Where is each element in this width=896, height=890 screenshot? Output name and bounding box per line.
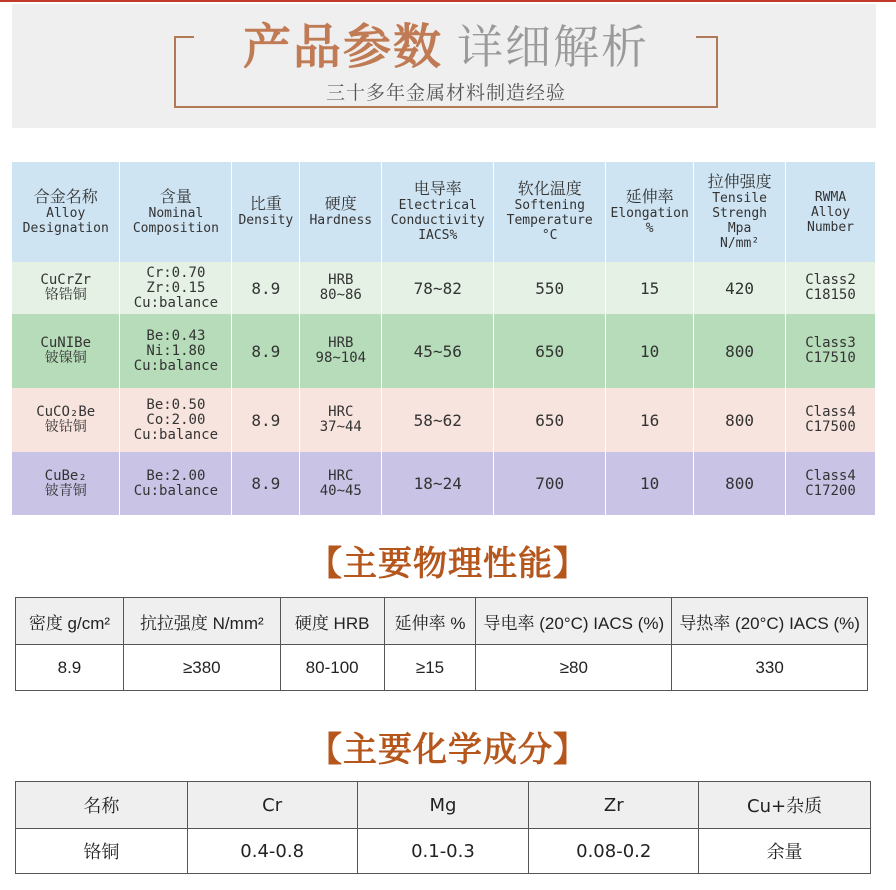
header-tensile: 拉伸强度 Tensile Strengh Mpa N/mm²	[694, 162, 786, 262]
name-header: 名称	[16, 782, 188, 829]
chemical-composition-table	[15, 781, 871, 874]
conductivity-cell: 18~24	[382, 452, 494, 515]
header-elongation: 延伸率 Elongation %	[606, 162, 694, 262]
elongation-value: ≥15	[384, 645, 476, 691]
header-alloy: 合金名称 Alloy Designation	[12, 162, 120, 262]
composition-cell: Be:2.00 Cu:balance	[120, 452, 232, 515]
elongation-cell: 10	[606, 452, 694, 515]
elongation-cell: 16	[606, 388, 694, 452]
density-cell: 8.9	[232, 314, 300, 388]
physical-header-row	[16, 598, 868, 645]
density-value: 8.9	[16, 645, 124, 691]
softening-cell: 550	[494, 262, 606, 314]
softening-cell: 650	[494, 314, 606, 388]
table-row	[12, 314, 876, 388]
header-density: 比重 Density	[232, 162, 300, 262]
composition-cell: Be:0.43 Ni:1.80 Cu:balance	[120, 314, 232, 388]
chemical-header-row	[16, 782, 871, 829]
header-rwma: RWMA Alloy Number	[786, 162, 876, 262]
table-row	[12, 388, 876, 452]
title-frame-corner-left	[174, 36, 194, 38]
physical-section-title: 【主要物理性能】	[308, 544, 588, 584]
hardness-header: 硬度 HRB	[280, 598, 384, 645]
density-header: 密度 g/cm²	[16, 598, 124, 645]
table-row	[12, 262, 876, 314]
softening-cell: 650	[494, 388, 606, 452]
alloy-spec-table	[12, 162, 876, 515]
hardness-value: 80-100	[280, 645, 384, 691]
rwma-cell: Class2 C18150	[786, 262, 876, 314]
mg-value: 0.1-0.3	[357, 829, 529, 874]
rwma-cell: Class4 C17200	[786, 452, 876, 515]
header-hardness: 硬度 Hardness	[300, 162, 382, 262]
header-composition: 含量 Nominal Composition	[120, 162, 232, 262]
name-value: 铬铜	[16, 829, 188, 874]
alloy-cell: CuCO₂Be 铍钴铜	[12, 388, 120, 452]
rwma-cell: Class3 C17510	[786, 314, 876, 388]
thermal-conductivity-header: 导热率 (20°C) IACS (%)	[672, 598, 868, 645]
tensile-cell: 420	[694, 262, 786, 314]
cr-value: 0.4-0.8	[187, 829, 357, 874]
page-title	[196, 8, 696, 75]
elongation-header: 延伸率 %	[384, 598, 476, 645]
page-title-main: 产品参数	[242, 19, 443, 75]
table-row	[12, 452, 876, 515]
chemical-section-title: 【主要化学成分】	[308, 730, 588, 770]
hardness-cell: HRC 40~45	[300, 452, 382, 515]
hardness-cell: HRB 98~104	[300, 314, 382, 388]
conductivity-cell: 45~56	[382, 314, 494, 388]
conductivity-cell: 58~62	[382, 388, 494, 452]
alloy-cell: CuNIBe 铍镍铜	[12, 314, 120, 388]
mg-header: Mg	[357, 782, 529, 829]
cu-impurity-value: 余量	[699, 829, 871, 874]
hardness-cell: HRC 37~44	[300, 388, 382, 452]
page-subtitle: 三十多年金属材料制造经验	[325, 82, 566, 104]
title-frame-corner-right	[696, 36, 716, 38]
elongation-cell: 10	[606, 314, 694, 388]
physical-value-row	[16, 645, 868, 691]
alloy-cell: CuBe₂ 铍青铜	[12, 452, 120, 515]
conductivity-header: 导电率 (20°C) IACS (%)	[476, 598, 672, 645]
softening-cell: 700	[494, 452, 606, 515]
density-cell: 8.9	[232, 388, 300, 452]
cu-impurity-header: Cu+杂质	[699, 782, 871, 829]
tensile-value: ≥380	[123, 645, 280, 691]
physical-properties-table	[15, 597, 868, 691]
spec-header-row	[12, 162, 876, 262]
cr-header: Cr	[187, 782, 357, 829]
zr-header: Zr	[529, 782, 699, 829]
rwma-cell: Class4 C17500	[786, 388, 876, 452]
composition-cell: Cr:0.70 Zr:0.15 Cu:balance	[120, 262, 232, 314]
density-cell: 8.9	[232, 452, 300, 515]
header-softening: 软化温度 Softening Temperature °C	[494, 162, 606, 262]
page-title-sub: 详细解析	[457, 20, 649, 74]
elongation-cell: 15	[606, 262, 694, 314]
density-cell: 8.9	[232, 262, 300, 314]
tensile-header: 抗拉强度 N/mm²	[123, 598, 280, 645]
tensile-cell: 800	[694, 388, 786, 452]
thermal-conductivity-value: 330	[672, 645, 868, 691]
conductivity-cell: 78~82	[382, 262, 494, 314]
hardness-cell: HRB 80~86	[300, 262, 382, 314]
composition-cell: Be:0.50 Co:2.00 Cu:balance	[120, 388, 232, 452]
zr-value: 0.08-0.2	[529, 829, 699, 874]
top-accent-line	[0, 0, 896, 2]
alloy-cell: CuCrZr 铬锆铜	[12, 262, 120, 314]
conductivity-value: ≥80	[476, 645, 672, 691]
tensile-cell: 800	[694, 314, 786, 388]
chemical-value-row	[16, 829, 871, 874]
tensile-cell: 800	[694, 452, 786, 515]
header-conductivity: 电导率 Electrical Conductivity IACS%	[382, 162, 494, 262]
